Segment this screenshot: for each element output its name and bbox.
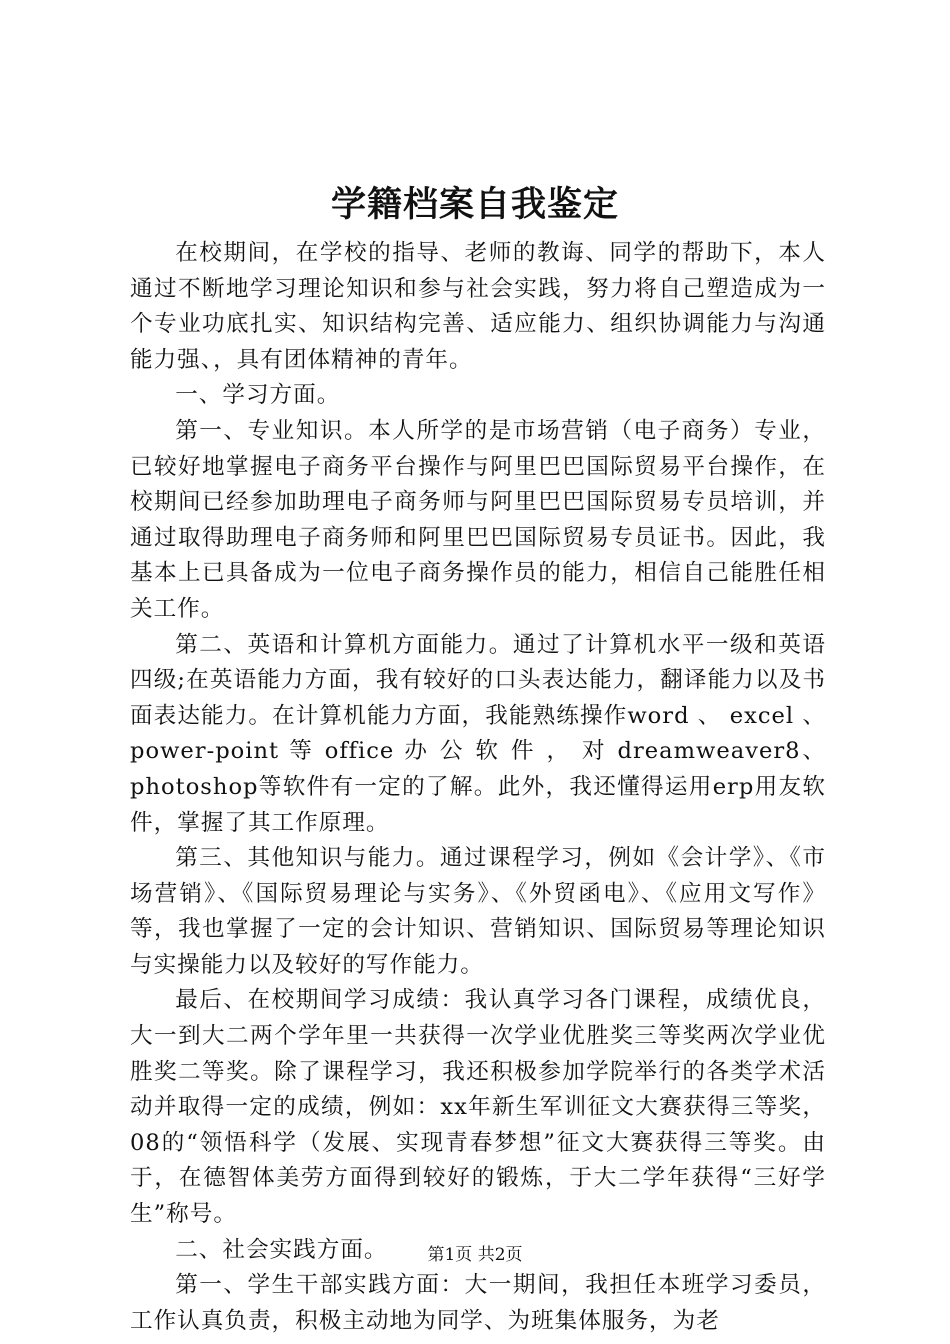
paragraph-academic-results: 最后、在校期间学习成绩：我认真学习各门课程，成绩优良，大一到大二两个学年里一共获得一次学业优胜奖三等奖两次学业优胜奖二等奖。除了课程学习，我还积极参加学院举行的各类学术活动并取得一定的成绩，例如：xx年新生军训征文大赛获得三等奖，08的“领悟科学（发展、实现青春梦想”征文大赛获得三等奖。由于，在德智体美劳方面得到较好的锻炼，于大二学年获得“三好学生”称号。 — [130, 987, 826, 1228]
paragraph-other-abilities: 第三、其他知识与能力。通过课程学习，例如《会计学》、《市场营销》、《国际贸易理论与实务》、《外贸函电》、《应用文写作》等，我也掌握了一定的会计知识、营销知识、国际贸易等理论知识与实操能力以及较好的写作能力。 — [130, 845, 826, 978]
paragraph-student-cadre: 第一、学生干部实践方面：大一期间，我担任本班学习委员，工作认真负责，积极主动地为同学、为班集体服务，为老 — [130, 1272, 826, 1334]
paragraph-intro: 在校期间，在学校的指导、老师的教诲、同学的帮助下，本人通过不断地学习理论知识和参与社会实践，努力将自己塑造成为一个专业功底扎实、知识结构完善、适应能力、组织协调能力与沟通能力强、，具有团体精神的青年。 — [130, 240, 826, 373]
section-heading-study: 一、学习方面。 — [175, 382, 341, 409]
page-footer: 第1页 共2页 — [427, 1245, 523, 1265]
paragraph-professional-knowledge: 第一、专业知识。本人所学的是市场营销（电子商务）专业，已较好地掌握电子商务平台操作与阿里巴巴国际贸易平台操作，在校期间已经参加助理电子商务师与阿里巴巴国际贸易专员培训，并通过取得助理电子商务师和阿里巴巴国际贸易专员证书。因此，我基本上已具备成为一位电子商务操作员的能力，相信自己能胜任相关工作。 — [130, 417, 826, 622]
document-body — [130, 236, 826, 1339]
document-title: 学籍档案自我鉴定 — [330, 185, 619, 225]
paragraph-english-computer: 第二、英语和计算机方面能力。通过了计算机水平一级和英语四级;在英语能力方面，我有较好的口头表达能力，翻译能力以及书面表达能力。在计算机能力方面，我能熟练操作word 、 excel 、 power-point 等 office 办 公 软 件 ， 对 dreamweaver8、photoshop等软件有一定的了解。此外，我还懂得运用erp用友软件，掌握了其工作原理。 — [130, 631, 826, 836]
section-heading-social-practice: 二、社会实践方面。 — [175, 1236, 388, 1263]
